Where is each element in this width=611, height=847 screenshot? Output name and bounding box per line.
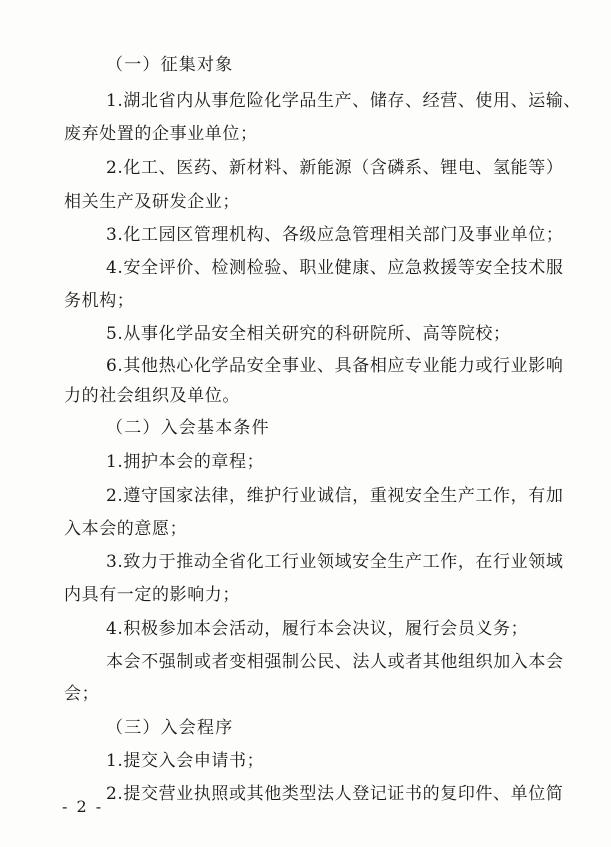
paragraph-line: 2.化工、医药、新材料、新能源（含磷系、锂电、氢能等） — [106, 158, 564, 178]
paragraph-line: 1.提交入会申请书； — [106, 751, 265, 771]
paragraph-line: 会； — [64, 684, 100, 704]
paragraph-line: 入本会的意愿； — [64, 519, 188, 539]
paragraph-line: 相关生产及研发企业； — [64, 192, 240, 212]
paragraph-line: 3.化工园区管理机构、各级应急管理相关部门及事业单位； — [106, 225, 564, 245]
section-heading-1: （一）征集对象 — [106, 55, 234, 75]
paragraph-line: 务机构； — [64, 291, 135, 311]
paragraph-line: 4.积极参加本会活动，履行本会决议，履行会员义务； — [106, 619, 529, 639]
paragraph-line: 1.湖北省内从事危险化学品生产、储存、经营、使用、运输、 — [106, 91, 582, 111]
paragraph-line: 3.致力于推动全省化工行业领域安全生产工作，在行业领域 — [106, 552, 564, 572]
section-heading-3: （三）入会程序 — [106, 718, 234, 738]
section-heading-2: （二）入会基本条件 — [106, 418, 270, 438]
paragraph-line: 5.从事化学品安全相关研究的科研院所、高等院校； — [106, 324, 511, 344]
paragraph-line: 4.安全评价、检测检验、职业健康、应急救援等安全技术服 — [106, 258, 564, 278]
paragraph-line: 1.拥护本会的章程； — [106, 452, 265, 472]
paragraph-line: 6.其他热心化学品安全事业、具备相应专业能力或行业影响 — [106, 356, 564, 376]
paragraph-line: 力的社会组织及单位。 — [64, 386, 240, 406]
paragraph-line: 废弃处置的企事业单位； — [64, 124, 258, 144]
paragraph-line: 2.遵守国家法律，维护行业诚信，重视安全生产工作，有加 — [106, 486, 564, 506]
paragraph-line: 本会不强制或者变相强制公民、法人或者其他组织加入本会 — [106, 652, 564, 672]
paragraph-line: 2.提交营业执照或其他类型法人登记证书的复印件、单位简 — [106, 784, 564, 804]
page-number: - 2 - — [62, 797, 104, 816]
paragraph-line: 内具有一定的影响力； — [64, 585, 240, 605]
